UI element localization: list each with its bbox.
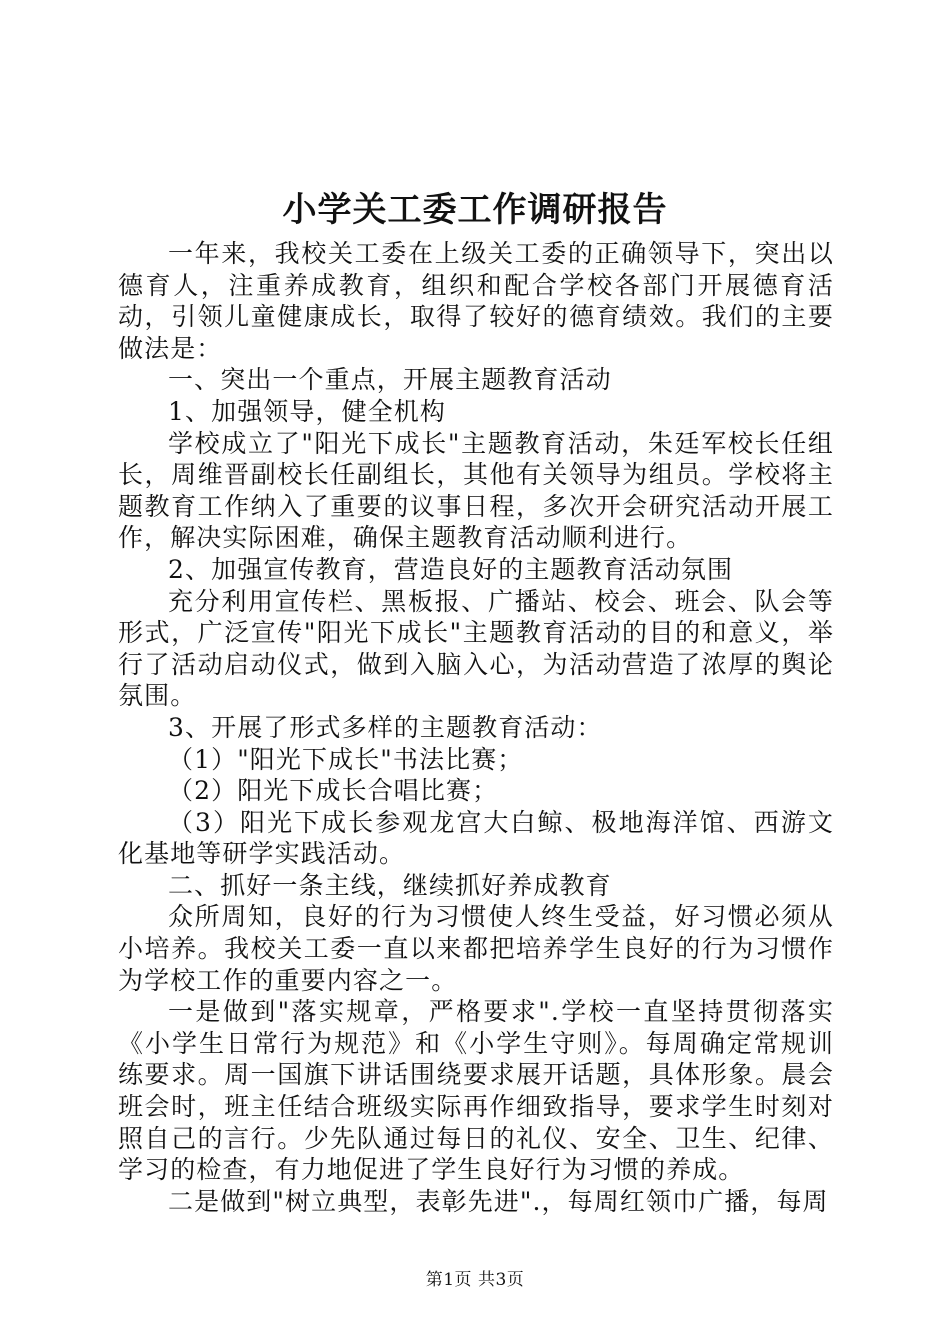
page-number-footer: 第1页 共3页: [425, 1270, 525, 1290]
paragraph-habits: 众所周知，良好的行为习惯使人终生受益，好习惯必须从小培养。我校关工委一直以来都把培养学生良好的行为习惯作为学校工作的重要内容之一。: [118, 902, 834, 995]
paragraph-leadership: 学校成立了"阳光下成长"主题教育活动，朱廷军校长任组长，周维晋副校长任副组长，其他有关领导为组员。学校将主题教育工作纳入了重要的议事日程，多次开会研究活动开展工作，解决实际困难，确保主题教育活动顺利进行。: [118, 428, 834, 553]
heading-section-1: 一、突出一个重点，开展主题教育活动: [168, 365, 612, 395]
heading-section-2: 二、抓好一条主线，继续抓好养成教育: [168, 870, 612, 900]
document-title: 小学关工委工作调研报告: [282, 190, 668, 230]
paragraph-models: 二是做到"树立典型，表彰先进".，每周红领巾广播，每周: [168, 1186, 829, 1216]
subheading-1: 1、加强领导，健全机构: [168, 396, 447, 426]
list-item-3: （3）阳光下成长参观龙宫大白鲸、极地海洋馆、西游文化基地等研学实践活动。: [118, 807, 834, 869]
paragraph-publicity: 充分利用宣传栏、黑板报、广播站、校会、班会、队会等形式，广泛宣传"阳光下成长"主题教育活动的目的和意义，举行了活动启动仪式，做到入脑入心，为活动营造了浓厚的舆论氛围。: [118, 586, 834, 711]
list-item-1: （1）"阳光下成长"书法比赛；: [168, 744, 524, 774]
subheading-2: 2、加强宣传教育，营造良好的主题教育活动氛围: [168, 554, 734, 584]
list-item-2: （2）阳光下成长合唱比赛；: [168, 776, 499, 806]
subheading-3: 3、开展了形式多样的主题教育活动：: [168, 712, 603, 742]
document-body: [118, 238, 834, 1217]
paragraph-intro: 一年来，我校关工委在上级关工委的正确领导下，突出以德育人，注重养成教育，组织和配合学校各部门开展德育活动，引领儿童健康成长，取得了较好的德育绩效。我们的主要做法是：: [118, 239, 834, 363]
paragraph-rules: 一是做到"落实规章，严格要求".学校一直坚持贯彻落实《小学生日常行为规范》和《小学生守则》。每周确定常规训练要求。周一国旗下讲话围绕要求展开话题，具体形象。晨会班会时，班主任结合班级实际再作细致指导，要求学生时刻对照自己的言行。少先队通过每日的礼仪、安全、卫生、纪律、学习的检查，有力地促进了学生良好行为习惯的养成。: [118, 997, 834, 1185]
